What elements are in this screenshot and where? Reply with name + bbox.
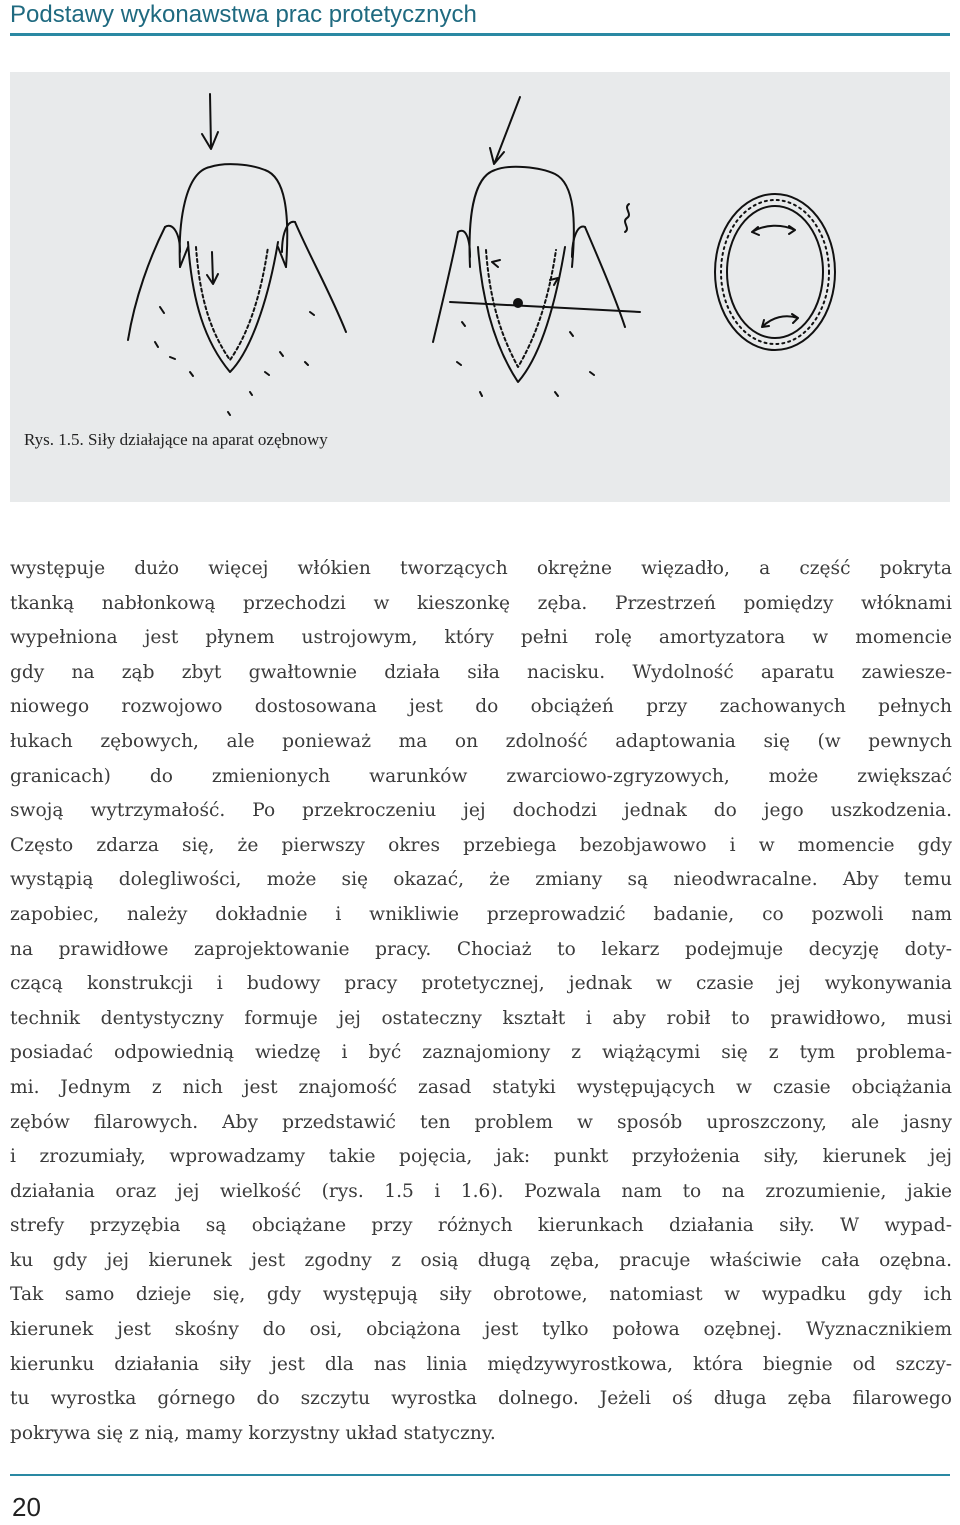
text-line: ku gdy jej kierunek jest zgodny z osią długą zęba, pracuje właściwie cała ozębna. <box>10 1249 952 1271</box>
text-line: czącą konstrukcji i budowy pracy protetycznej, jednak w czasie jej wykonywania <box>10 973 952 995</box>
footer-rule <box>10 1474 950 1476</box>
text-line: mi. Jednym z nich jest znajomość zasad statyki występujących w czasie obciążania <box>10 1076 952 1098</box>
text-line: niowego rozwojowo dostosowana jest do obciążeń przy zachowanych pełnych <box>10 696 952 718</box>
text-line: technik dentystyczny formuje jej ostateczny kształt i aby robił to prawidłowo, musi <box>10 1007 952 1029</box>
text-line: gdy na ząb zbyt gwałtownie działa siła nacisku. Wydolność aparatu zawiesze- <box>10 661 952 683</box>
running-header: Podstawy wykonawstwa prac protetycznych <box>10 1 477 28</box>
text-line: granicach) do zmienionych warunków zwarciowo-zgryzowych, może zwiększać <box>10 765 952 787</box>
text-line: posiadać odpowiednią wiedzę i być zaznajomiony z wiążącymi się z tym problema- <box>10 1042 952 1064</box>
tooth-axial-force-drawing <box>128 94 346 415</box>
page-number: 20 <box>12 1492 41 1522</box>
text-line: zapobiec, należy dokładnie i wnikliwie przeprowadzić badanie, co pozwoli nam <box>10 903 952 925</box>
text-line: Często zdarza się, że pierwszy okres przebiega bezobjawowo i w momencie gdy <box>10 834 952 856</box>
header-rule <box>10 33 950 36</box>
text-line: wystąpią dolegliwości, może się okazać, że zmiany są nieodwracalne. Aby temu <box>10 869 952 891</box>
tooth-oblique-force-drawing <box>433 97 640 396</box>
rotational-force-ring-drawing <box>715 194 835 350</box>
figure-caption: Rys. 1.5. Siły działające na aparat ozębnowy <box>24 430 328 449</box>
figure-panel <box>10 72 950 502</box>
text-line: działania oraz jej wielkość (rys. 1.5 i 1.6). Pozwala nam to na zrozumienie, jakie <box>10 1180 952 1202</box>
text-line: i zrozumiały, wprowadzamy takie pojęcia, jak: punkt przyłożenia siły, kierunek jej <box>10 1146 952 1168</box>
text-line: tu wyrostka górnego do szczytu wyrostka dolnego. Jeżeli oś długa zęba filarowego <box>10 1388 952 1410</box>
text-line: tkanką nabłonkową przechodzi w kieszonkę zęba. Przestrzeń pomiędzy włóknami <box>10 592 952 614</box>
text-line: swoją wytrzymałość. Po przekroczeniu jej dochodzi jednak do jego uszkodzenia. <box>10 800 952 822</box>
text-line: Tak samo dzieje się, gdy występują siły obrotowe, natomiast w wypadku gdy ich <box>10 1284 952 1306</box>
text-line: kierunek jest skośny do osi, obciążona jest tylko połowa ozębnej. Wyznacznikiem <box>10 1319 952 1341</box>
text-line: kierunku działania siły jest dla nas linia międzywyrostkowa, która biegnie od szczy- <box>10 1353 952 1375</box>
text-line: występuje dużo więcej włókien tworzących okrężne więzadło, a część pokryta <box>10 558 952 579</box>
text-line: zębów filarowych. Aby przedstawić ten problem w sposób uproszczony, ale jasny <box>10 1111 952 1133</box>
text-line: na prawidłowe zaprojektowanie pracy. Chociaż to lekarz podejmuje decyzję doty- <box>10 938 952 960</box>
body-text <box>10 552 952 1451</box>
text-line: pokrywa się z nią, mamy korzystny układ statyczny. <box>10 1422 496 1444</box>
text-line: wypełniona jest płynem ustrojowym, który pełni rolę amortyzatora w momencie <box>10 627 952 649</box>
text-line: łukach zębowych, ale ponieważ ma on zdolność adaptowania się (w pewnych <box>10 730 952 752</box>
text-line: strefy przyzębia są obciążane przy różnych kierunkach działania siły. W wypad- <box>10 1215 952 1237</box>
